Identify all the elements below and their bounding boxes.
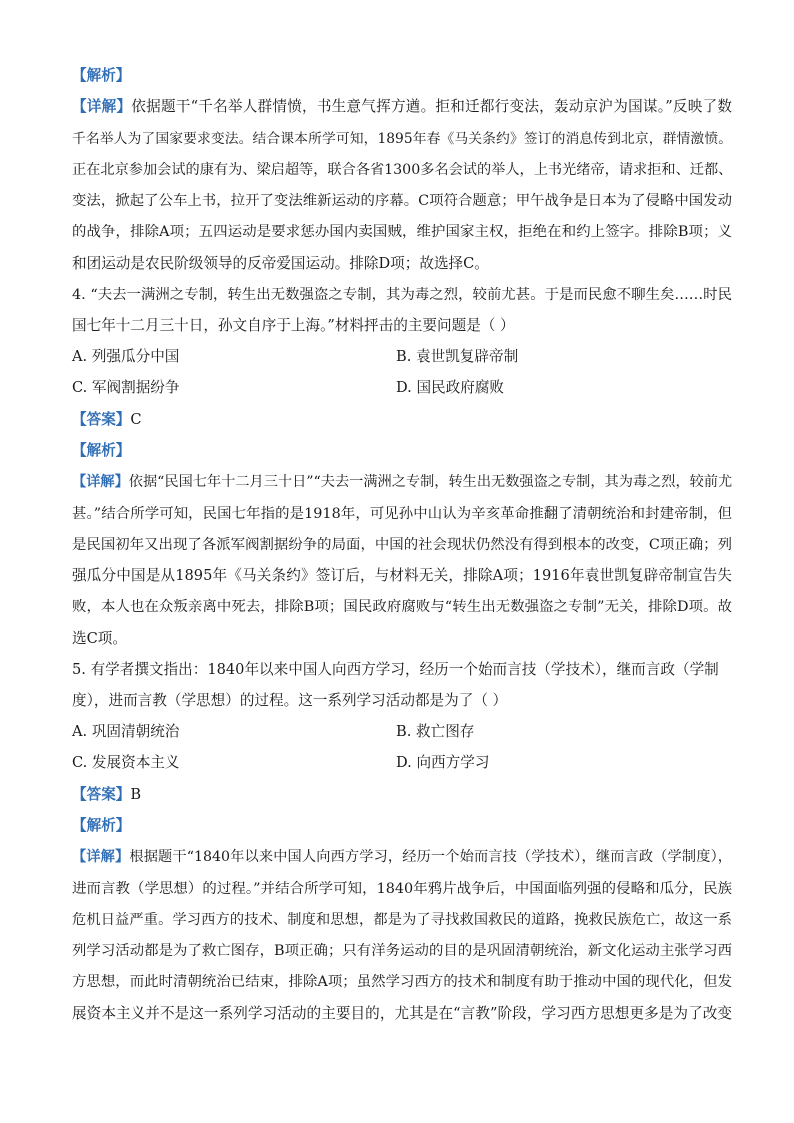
q4-option-d: D. 国民政府腐败 bbox=[396, 379, 505, 396]
q5-detail-line: 方思想，而此时清朝统治已结束，排除A项；虽然学习西方的技术和制度有助于推动中国的现代化，但发 bbox=[72, 974, 732, 990]
q4-detail-line: 强瓜分中国是从1895年《马关条约》签订后，与材料无关，排除A项；1916年袁世凯复辟帝制宣告失 bbox=[72, 567, 732, 584]
q4-detail-line: 【详解】依据“民国七年十二月三十日”“夫去一满洲之专制，转生出无数强盗之专制，其为毒之烈，较前尤 bbox=[72, 474, 733, 490]
q5-detail-line: 展资本主义并不是这一系列学习活动的主要目的，尤其是在“言教”阶段，学习西方思想更多是为了改变 bbox=[72, 1005, 732, 1022]
detail-line: 千名举人为了国家要求变法。结合课本所学可知，1895年春《马关条约》签订的消息传到北京，群情激愤。 bbox=[72, 131, 732, 147]
detail-line: 变法，掀起了公车上书，拉开了变法维新运动的序幕。C项符合题意；甲午战争是日本为了侵略中国发动 bbox=[72, 193, 732, 209]
q5-detail-line: 危机日益严重。学习西方的技术、制度和思想，都是为了寻找救国救民的道路，挽救民族危亡，故这一系 bbox=[72, 912, 732, 928]
q4-answer: 【答案】C bbox=[72, 411, 142, 428]
q4-option-c: C. 军阀割据纷争 bbox=[72, 379, 180, 396]
question-4-stem: 4. “夫去一满洲之专制，转生出无数强盗之专制，其为毒之烈，较前尤甚。于是而民愈不聊生矣……时民 bbox=[72, 287, 732, 303]
q4-detail-line: 甚。”结合所学可知，民国七年指的是1918年，可见孙中山认为辛亥革命推翻了清朝统治和封建帝制，但 bbox=[72, 506, 732, 522]
q5-answer: 【答案】B bbox=[72, 786, 142, 803]
question-4-stem: 国七年十二月三十日，孙文自序于上海。”材料抨击的主要问题是（ ） bbox=[72, 317, 515, 334]
q5-option-c: C. 发展资本主义 bbox=[72, 754, 180, 771]
q5-analysis-label: 【解析】 bbox=[72, 817, 131, 834]
question-5-stem: 5. 有学者撰文指出：1840年以来中国人向西方学习，经历一个始而言技（学技术），继而言政（学制 bbox=[72, 661, 719, 678]
detail-line: 和团运动是农民阶级领导的反帝爱国运动。排除D项；故选择C。 bbox=[72, 255, 489, 272]
q4-detail-line: 是民国初年又出现了各派军阀割据纷争的局面，中国的社会现状仍然没有得到根本的改变，C项正确；列 bbox=[72, 537, 732, 553]
detail-line: 【详解】依据题干“千名举人群情愤，书生意气挥方遒。拒和迁都行变法，轰动京沪为国谋。”反映了数 bbox=[72, 98, 732, 115]
q5-detail-line: 列学习活动都是为了救亡图存，B项正确；只有洋务运动的目的是巩固清朝统治，新文化运动主张学习西 bbox=[72, 943, 732, 959]
q5-option-a: A. 巩固清朝统治 bbox=[72, 723, 180, 740]
detail-line: 正在北京参加会试的康有为、梁启超等，联合各省1300多名会试的举人，上书光绪帝，请求拒和、迁都、 bbox=[72, 162, 733, 178]
q4-option-a: A. 列强瓜分中国 bbox=[72, 348, 180, 365]
q4-detail-line: 败，本人也在众叛亲离中死去，排除B项；国民政府腐败与“转生出无数强盗之专制”无关，排除D项。故 bbox=[72, 599, 732, 615]
question-5-stem: 度），进而言教（学思想）的过程。这一系列学习活动都是为了（ ） bbox=[72, 692, 508, 709]
q4-option-b: B. 袁世凯复辟帝制 bbox=[396, 348, 519, 365]
detail-label: 【详解】 bbox=[72, 98, 132, 115]
analysis-label: 【解析】 bbox=[72, 67, 131, 84]
q5-detail-line: 进而言教（学思想）的过程。”并结合所学可知，1840年鸦片战争后，中国面临列强的侵略和瓜分，民族 bbox=[72, 881, 732, 897]
detail-line: 的战争，排除A项；五四运动是要求惩办国内卖国贼，维护国家主权，拒绝在和约上签字。排除B项；义 bbox=[72, 224, 732, 240]
q4-detail-line: 选C项。 bbox=[72, 630, 127, 647]
q5-detail-line: 【详解】根据题干“1840年以来中国人向西方学习，经历一个始而言技（学技术），继而言政（学制度）， bbox=[72, 849, 732, 865]
q5-option-d: D. 向西方学习 bbox=[396, 754, 490, 771]
q5-option-b: B. 救亡图存 bbox=[396, 723, 475, 740]
q4-analysis-label: 【解析】 bbox=[72, 442, 131, 459]
